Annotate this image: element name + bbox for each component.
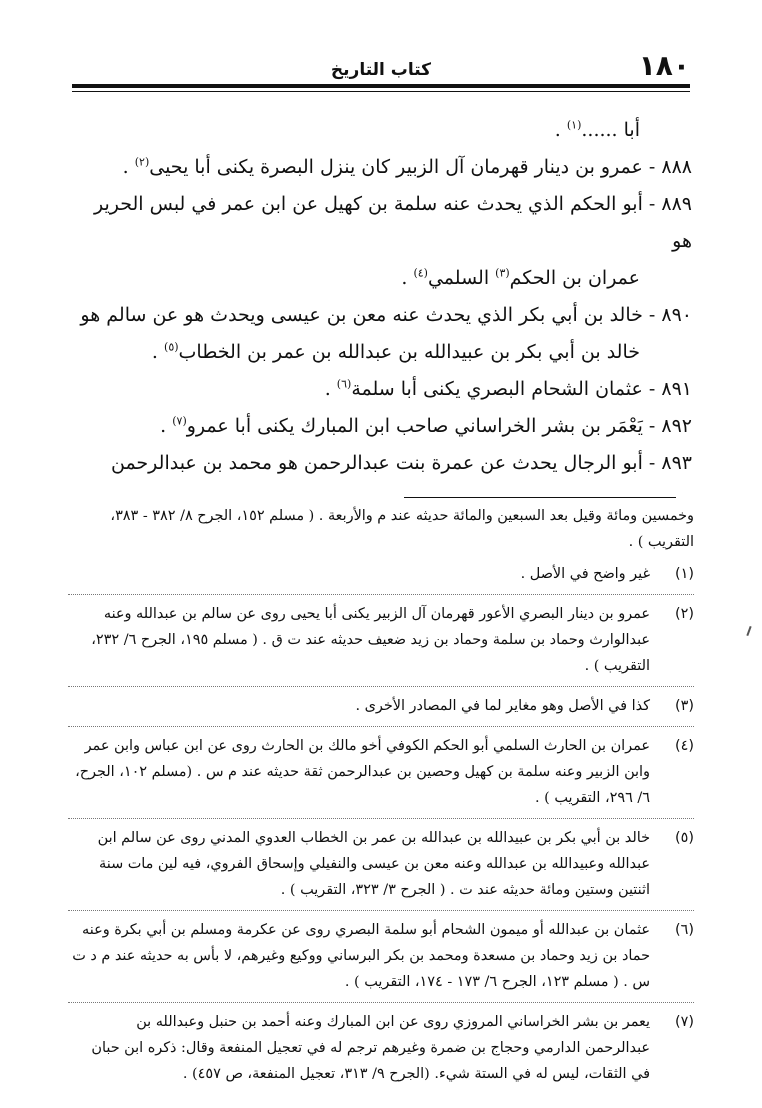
entry-889: ٨٨٩ - أبو الحكم الذي يحدث عنه سلمة بن كهيل عن ابن عمر في لبس الحرير هو [93,193,692,252]
footnote-number: (٣) [675,698,694,714]
entry-line: أبا ......$^{(١)}$ . [554,118,640,141]
entry-891: ٨٩١ - عثمان الشحام البصري يكنى أبا سلمة$^{(٦)}$ . [324,377,692,400]
footnote-text: عمرو بن دينار البصري الأعور قهرمان آل الزبير يكنى أبا يحيى روى عن سالم بن عبدالله وعنه عبدالوارث وحماد بن سلمة وحماد بن زيد ضعيف حديثه عند ت ق . ( مسلم ١٩٥، الجرح ٦/ ٢٣٢، التقريب ) . [91,606,650,674]
footnote-separator [68,818,694,819]
entry-893: ٨٩٣ - أبو الرجال يحدث عن عمرة بنت عبدالرحمن هو محمد بن عبدالرحمن [110,452,692,474]
footnote-ref: (٤) [413,266,428,280]
footnote-ref: (٦) [336,377,352,391]
entry-number: ٨٩٣ [661,452,692,474]
footnote-separator [68,594,694,595]
footnote-ref: (٣) [495,266,510,280]
footnote-ref: (٧) [172,414,187,428]
entry-number: ٨٩٠ [661,304,692,326]
entry-888: ٨٨٨ - عمرو بن دينار قهرمان آل الزبير كان ينزل البصرة يكنى أبا يحيى$^{(٢)}$ . [122,155,692,178]
footnote-ref: (٢) [134,155,150,169]
footnote-2 [68,601,694,679]
footnote-text: خالد بن أبي بكر بن عبيدالله بن عبدالله بن عمر بن الخطاب العدوي المدني روى عن سالم ابن عبدالله وعبيدالله بن عبدالله وعنه معن بن عيسى والنفيلي وإسحاق الفروي، فيه لين مات سنة اثنتين وستين ومائة حديثه عند ت . ( الجرح ٣/ ٣٢٣، التقريب ) . [97,830,650,898]
entry-number: ٨٨٨ [661,156,692,178]
entry-890-cont: خالد بن أبي بكر بن عبيدالله بن عبدالله بن عمر بن الخطاب$^{(٥)}$ . [151,340,640,363]
footnote-text: غير واضح في الأصل . [520,566,650,582]
footnote-3 [68,693,694,719]
footnote-separator [68,686,694,687]
book-title: كتاب التاريخ [330,60,432,80]
footnote-number: (٢) [675,606,694,622]
entry-890: ٨٩٠ - خالد بن أبي بكر الذي يحدث عنه معن بن عيسى ويحدث هو عن سالم هو [80,304,692,326]
footnote-7 [68,1009,694,1087]
footnote-number: (٧) [675,1014,694,1030]
footnote-separator [68,726,694,727]
footnote-text: عثمان بن عبدالله أو ميمون الشحام أبو سلمة البصري روى عن عكرمة ومسلم بن أبي بكرة وعنه حماد بن زيد وحماد بن مسعدة ومحمد بن بكر البرساني ووكيع وغيرهم، لا بأس به حديثه عند م د ت س . ( مسلم ١٢٣، الجرح ٦/ ١٧٣ - ١٧٤، التقريب ) . [72,922,650,990]
footnotes [68,503,694,1094]
footnote-4 [68,733,694,811]
footnote-text: يعمر بن بشر الخراساني المروزي روى عن ابن المبارك وعنه أحمد بن حنبل وعبدالله بن عبدالرحمن الدارمي وحجاج بن ضمرة وغيرهم ترجم له في تعجيل المنفعة وقال: ذكره ابن حبان في الثقات، ليس له في الستة شيء. (الجرح ٩/ ٣١٣، تعجيل المنفعة، ص ٤٥٧) . [91,1014,650,1082]
footnote-number: (٥) [675,830,694,846]
footnote-text: عمران بن الحارث السلمي أبو الحكم الكوفي أخو مالك بن الحارث روى عن ابن عباس وابن عمر وابن الزبير وعنه سلمة بن كهيل وحصين بن عبدالرحمن ثقة حديثه عند م س . (مسلم ١٠٢، الجرح، ٦/ ٢٩٦، التقريب ) . [75,738,650,806]
footnote-number: (٦) [675,922,694,938]
margin-mark [746,626,751,636]
footnote-separator [68,910,694,911]
footnote-5 [68,825,694,903]
footnote-6 [68,917,694,995]
entry-number: ٨٩١ [661,378,692,400]
entry-number: ٨٩٢ [661,415,692,437]
footnote-rule [404,497,676,498]
footnote-number: (٤) [675,738,694,754]
footnote-ref: (٥) [164,340,179,354]
footnote-continuation: وخمسين ومائة وقيل بعد السبعين والمائة حديثه عند م والأربعة . ( مسلم ١٥٢، الجرح ٨/ ٣٨٢ - ٣٨٣، التقريب ) . [110,508,694,550]
footnote-1 [68,561,694,587]
main-text [70,112,692,482]
header-rule-thin [72,91,690,92]
entry-889-cont: عمران بن الحكم$^{(٣)}$ السلمي$^{(٤)}$ . [401,266,640,289]
footnote-separator [68,1002,694,1003]
page-number: ١٨٠ [638,49,690,82]
footnote-text: كذا في الأصل وهو مغاير لما في المصادر الأخرى . [355,698,650,714]
footnote-ref: (١) [566,118,582,132]
entry-number: ٨٨٩ [661,193,692,215]
footnote-number: (١) [675,566,694,582]
entry-892: ٨٩٢ - يَعْمَر بن بشر الخراساني صاحب ابن المبارك يكنى أبا عمرو$^{(٧)}$ . [160,414,692,437]
header-rule [72,84,690,88]
